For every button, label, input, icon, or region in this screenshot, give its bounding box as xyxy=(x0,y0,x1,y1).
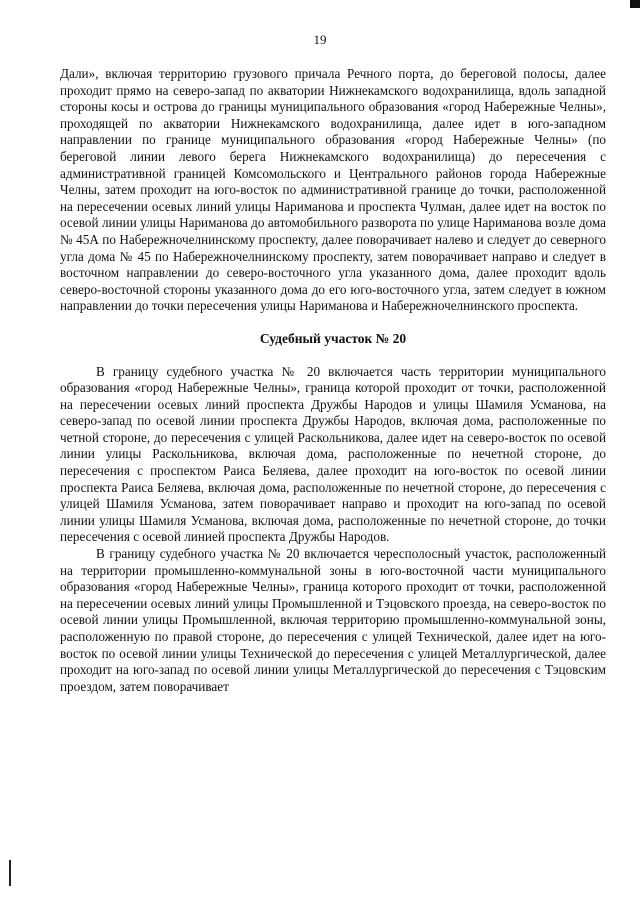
document-body xyxy=(60,66,606,695)
scan-edge-mark xyxy=(630,0,640,8)
paragraph-boundary-description: В границу судебного участка № 20 включается часть территории муниципального образования «город Набережные Челны», граница которой проходит от точки, расположенной на пересечении осевых линий проспекта Дружбы Народов и улицы Шамиля Усманова, на северо-запад по осевой линии проспекта Дружбы Народов, включая дома, расположенные по четной стороне, до пересечения с улицей Раскольникова, далее идет на северо-восток по осевой линии улицы Раскольникова, включая дома, расположенные по нечетной стороне, до пересечения с проспектом Раиса Беляева, далее проходит на юго-восток по осевой линии проспекта Раиса Беляева, включая дома, расположенные по нечетной стороне, до пересечения с улицей Шамиля Усманова, затем поворачивает направо и проходит на юго-запад по осевой линии улицы Шамиля Усманова, включая дома, расположенные по нечетной стороне, до точки пересечения с осевой линией проспекта Дружбы Народов. xyxy=(60,363,606,545)
paragraph-enclave-description: В границу судебного участка № 20 включается чересполосный участок, расположенный на территории промышленно-коммунальной зоны в юго-восточной части муниципального образования «город Набережные Челны», граница которого проходит от точки, расположенной на пересечении осевых линий улицы Промышленной и Тэцовского проезда, на северо-восток по осевой линии улицы Промышленной, включая территорию промышленно-коммунальной зоны, расположенную по правой стороне, до пересечения с улицей Технической, далее идет на юго-восток по осевой линии улицы Технической до пересечения с улицей Металлургической, далее проходит на юго-запад по осевой линии улицы Металлургической до пересечения с Тэцовским проездом, затем поворачивает xyxy=(60,546,606,694)
paragraph-continuation: Дали», включая территорию грузового причала Речного порта, до береговой полосы, далее проходит прямо на северо-запад по акватории Нижнекамского водохранилища, вдоль западной стороны косы и острова до границы муниципального образования «город Набережные Челны», проходящей по акватории Нижнекамского водохранилища, далее идет в юго-западном направлении по границе муниципального образования «город Набережные Челны» (по береговой линии левого берега Нижнекамского водохранилища) до пересечения с административной границей Комсомольского и Центрального районов города Набережные Челны, затем проходит на юго-восток по административной границе до точки, расположенной на пересечении осевых линий улицы Нариманова и проспекта Чулман, далее идет на восток по осевой линии улицы Нариманова до автомобильного разворота по улице Нариманова возле дома № 45А по Набережночелнинскому проспекту, далее поворачивает налево и следует до северного угла дома № 45 по Набережночелнинскому проспекту, затем поворачивает направо и следует в восточном направлении до северо-восточного угла указанного дома, далее проходит вдоль северо-восточной стороны указанного дома до его юго-восточного угла, затем следует в южном направлении до точки пересечения улицы Нариманова и Набережночелнинского проспекта. xyxy=(60,66,606,314)
section-heading: Судебный участок № 20 xyxy=(259,330,407,346)
page-number: 19 xyxy=(313,32,327,47)
scan-margin-mark xyxy=(9,860,11,886)
